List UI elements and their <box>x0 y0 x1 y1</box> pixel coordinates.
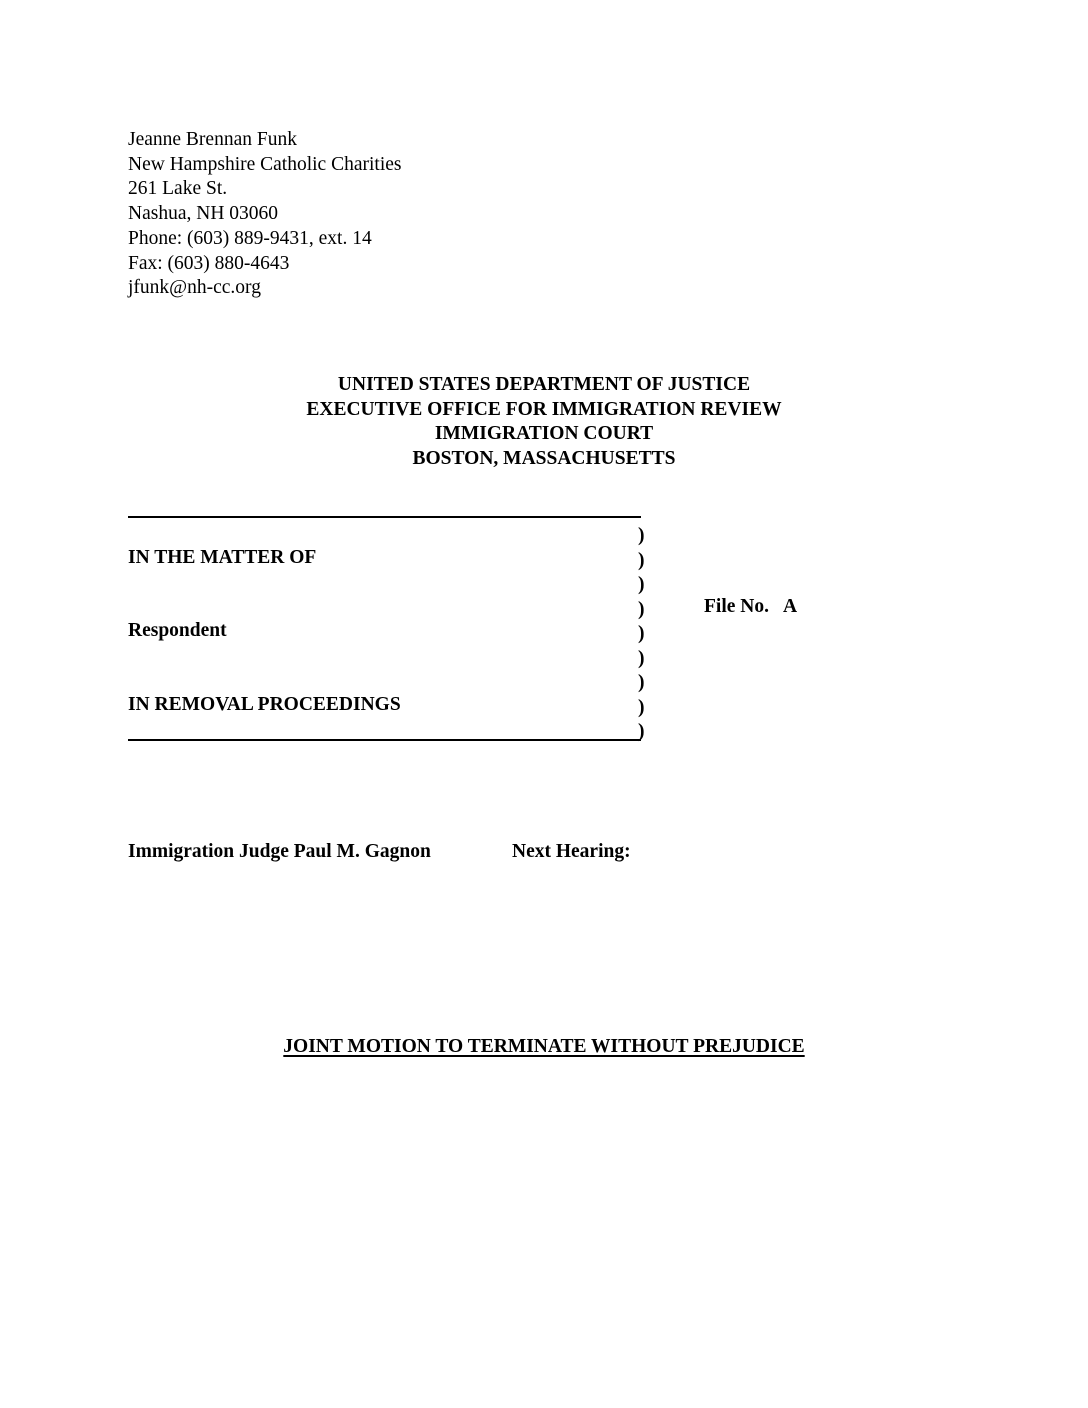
caption-paren-column <box>638 524 645 745</box>
file-number-value: A <box>782 596 798 617</box>
immigration-judge: Immigration Judge Paul M. Gagnon <box>128 841 431 862</box>
caption-paren: ) <box>638 672 645 693</box>
court-header-line: EXECUTIVE OFFICE FOR IMMIGRATION REVIEW <box>306 398 782 420</box>
court-header-line: IMMIGRATION COURT <box>434 423 654 445</box>
proceedings-label: IN REMOVAL PROCEEDINGS <box>128 694 401 715</box>
matter-label: IN THE MATTER OF <box>128 547 317 568</box>
caption-paren: ) <box>638 721 645 742</box>
sender-organization: New Hampshire Catholic Charities <box>128 153 402 175</box>
respondent-label: Respondent <box>128 620 227 641</box>
caption-top-rule <box>128 516 641 518</box>
court-header-line: BOSTON, MASSACHUSETTS <box>412 448 676 470</box>
caption-bottom-rule <box>128 739 641 741</box>
court-header-line: UNITED STATES DEPARTMENT OF JUSTICE <box>337 374 751 395</box>
caption-paren: ) <box>638 525 645 546</box>
motion-title-text: JOINT MOTION TO TERMINATE WITHOUT PREJUDICE <box>283 1036 805 1057</box>
caption-paren: ) <box>638 647 645 669</box>
sender-fax: Fax: (603) 880-4643 <box>128 252 290 274</box>
next-hearing-label: Next Hearing: <box>512 841 631 862</box>
sender-city-state-zip: Nashua, NH 03060 <box>128 203 279 225</box>
case-caption <box>128 516 668 746</box>
caption-paren: ) <box>638 623 645 644</box>
caption-paren: ) <box>638 696 645 718</box>
motion-title <box>0 1036 1088 1058</box>
sender-address-block <box>128 128 401 301</box>
caption-paren: ) <box>638 574 645 595</box>
file-number <box>704 596 797 618</box>
sender-street: 261 Lake St. <box>128 178 228 200</box>
hearing-info-line <box>128 841 631 863</box>
sender-name: Jeanne Brennan Funk <box>128 129 297 150</box>
caption-paren: ) <box>638 549 645 571</box>
court-header <box>0 373 1088 472</box>
sender-email: jfunk@nh-cc.org <box>128 277 261 299</box>
file-number-label: File No. <box>704 596 769 617</box>
caption-paren: ) <box>638 598 645 620</box>
sender-phone: Phone: (603) 889-9431, ext. 14 <box>128 227 372 249</box>
